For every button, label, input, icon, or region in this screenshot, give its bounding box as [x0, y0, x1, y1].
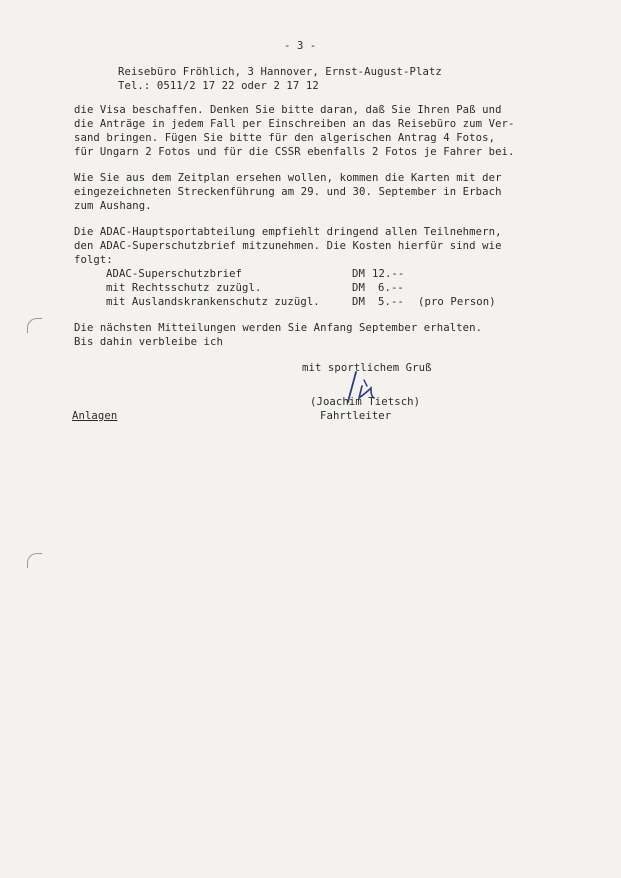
header-address: Reisebüro Fröhlich, 3 Hannover, Ernst-August-Platz [118, 66, 442, 78]
cost-note: (pro Person) [418, 296, 496, 308]
paragraph1-line: für Ungarn 2 Fotos und für die CSSR ebenfalls 2 Fotos je Fahrer bei. [74, 146, 515, 158]
page-number: - 3 - [284, 40, 317, 52]
cost-currency: DM [352, 268, 365, 280]
punch-mark-bottom [27, 553, 42, 568]
cost-label: mit Auslandskrankenschutz zuzügl. [106, 296, 320, 308]
punch-mark-top [27, 318, 42, 333]
closing-greeting: mit sportlichem Gruß [302, 362, 432, 374]
cost-label: ADAC-Superschutzbrief [106, 268, 243, 280]
cost-currency: DM [352, 282, 365, 294]
paragraph3-line: den ADAC-Superschutzbrief mitzunehmen. Die Kosten hierfür sind wie [74, 240, 502, 252]
paragraph4-line: Bis dahin verbleibe ich [74, 336, 223, 348]
paragraph2-line: Wie Sie aus dem Zeitplan ersehen wollen, kommen die Karten mit der [74, 172, 502, 184]
paragraph2-line: eingezeichneten Streckenführung am 29. und 30. September in Erbach [74, 186, 502, 198]
header-phone: Tel.: 0511/2 17 22 oder 2 17 12 [118, 80, 319, 92]
cost-amount: 5.-- [378, 296, 404, 308]
closing-title: Fahrtleiter [320, 410, 392, 422]
closing-name: (Joachim Tietsch) [310, 396, 421, 408]
paragraph3-line: folgt: [74, 254, 113, 266]
paragraph3-line: Die ADAC-Hauptsportabteilung empfiehlt dringend allen Teilnehmern, [74, 226, 502, 238]
paragraph2-line: zum Aushang. [74, 200, 152, 212]
paragraph4-line: Die nächsten Mitteilungen werden Sie Anfang September erhalten. [74, 322, 483, 334]
paragraph1-line: die Visa beschaffen. Denken Sie bitte daran, daß Sie Ihren Paß und [74, 104, 502, 116]
cost-label: mit Rechtsschutz zuzügl. [106, 282, 262, 294]
cost-amount: 6.-- [378, 282, 404, 294]
paragraph1-line: die Anträge in jedem Fall per Einschreiben an das Reisebüro zum Ver- [74, 118, 515, 130]
paragraph1-line: sand bringen. Fügen Sie bitte für den algerischen Antrag 4 Fotos, [74, 132, 496, 144]
enclosures-label: Anlagen [72, 410, 118, 422]
cost-amount: 12.-- [372, 268, 405, 280]
cost-currency: DM [352, 296, 365, 308]
